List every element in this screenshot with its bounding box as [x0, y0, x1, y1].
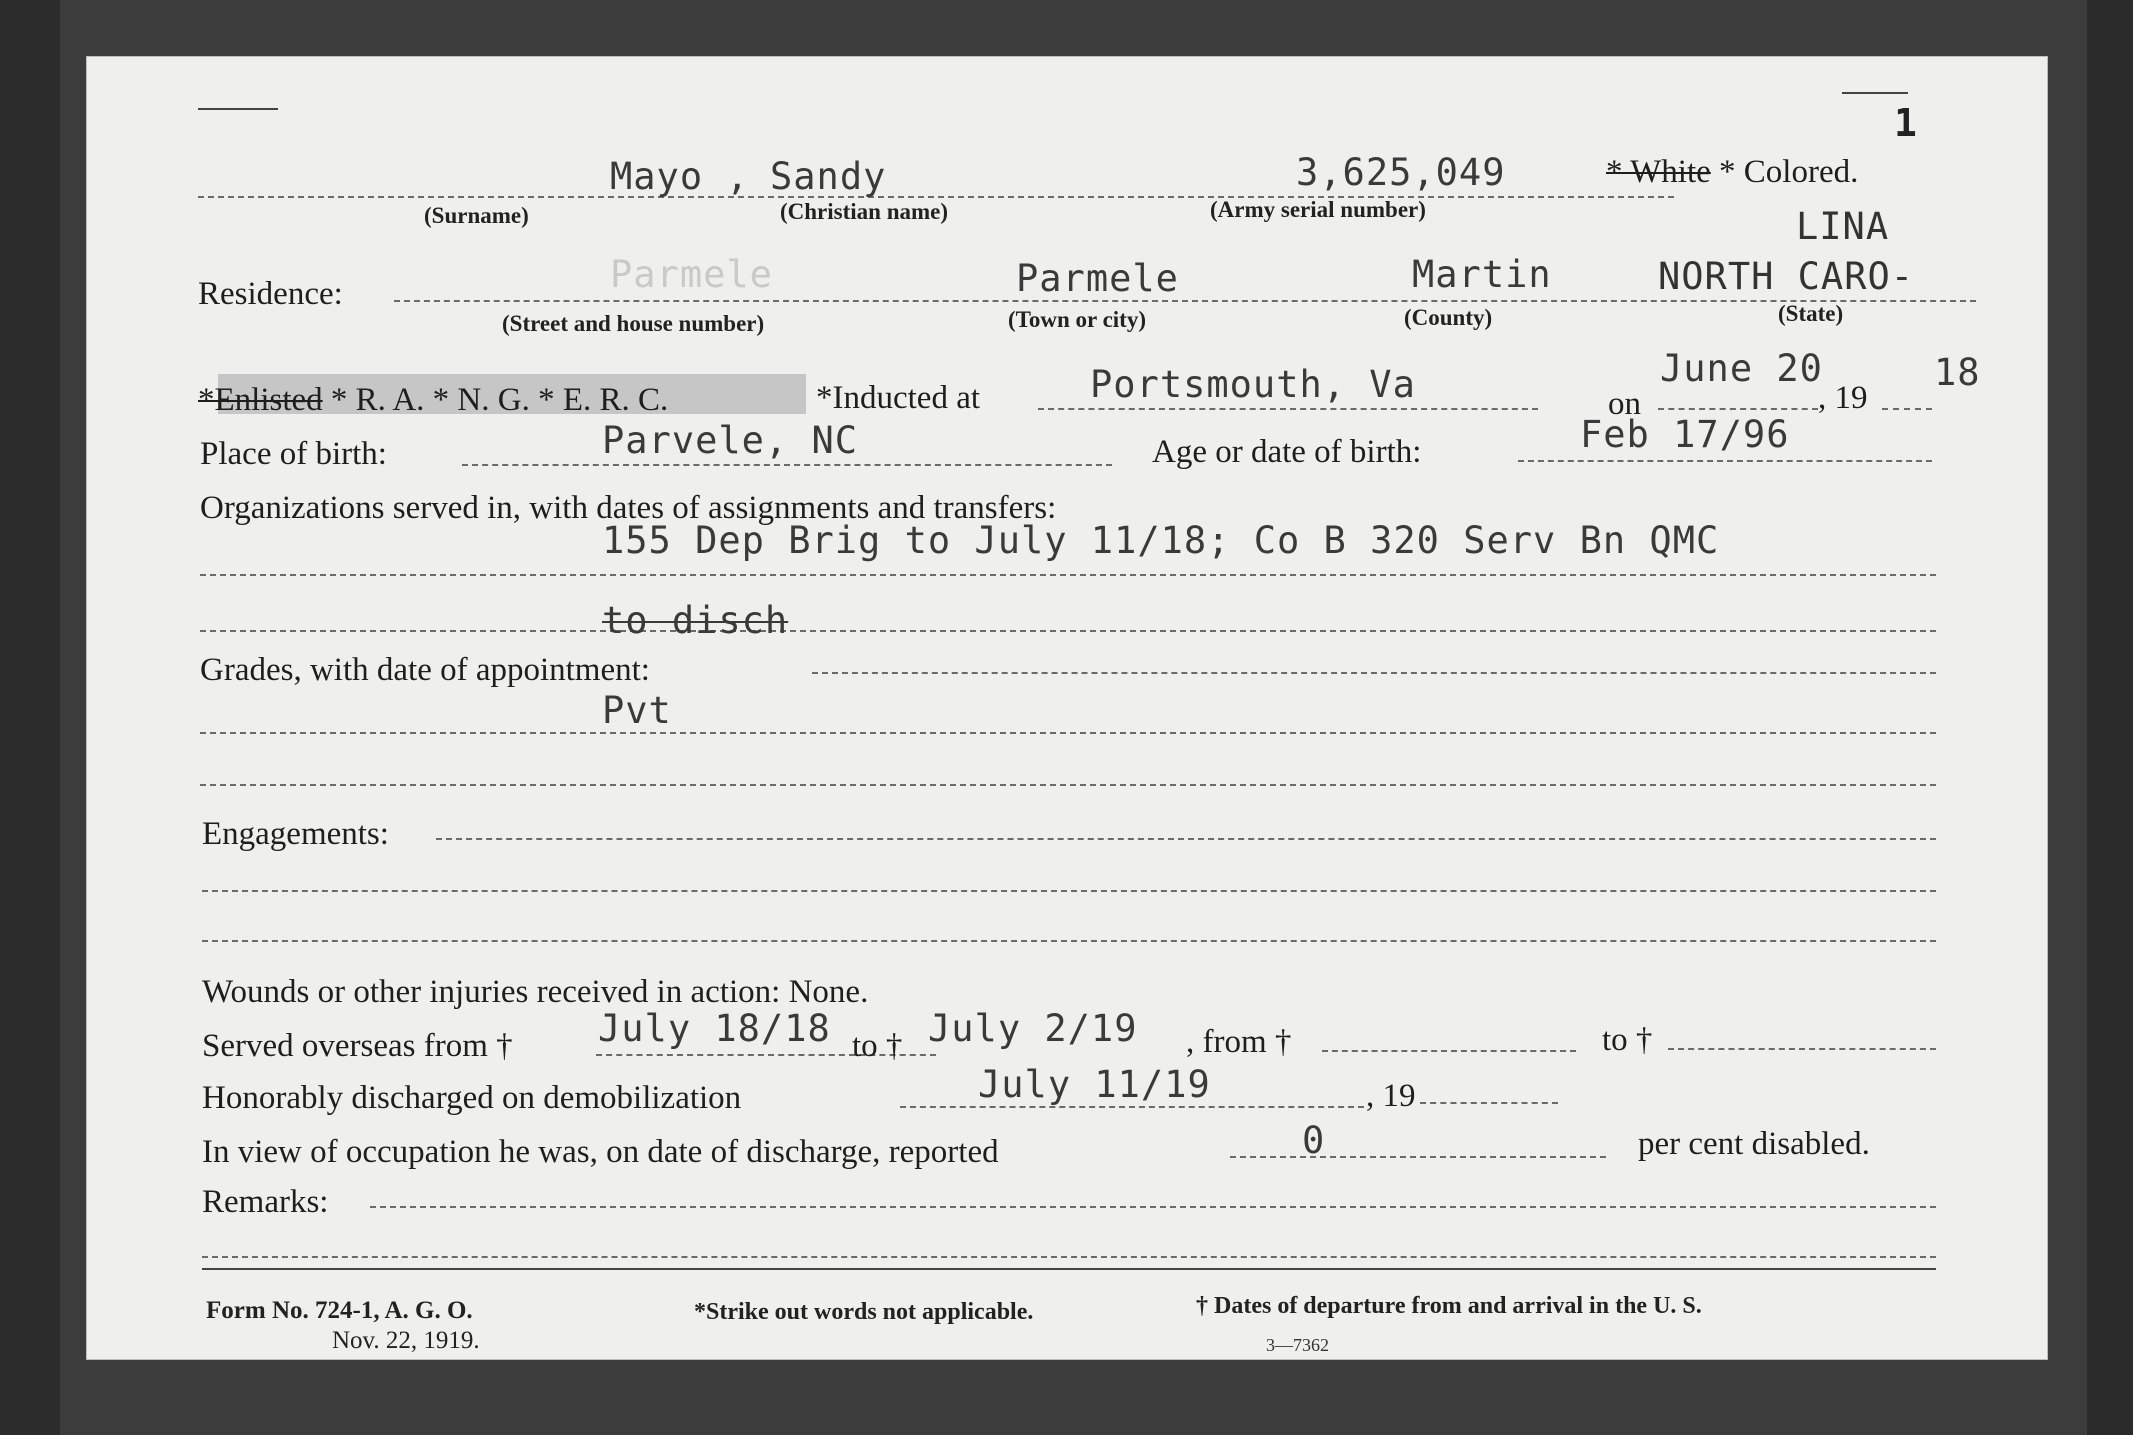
disability-line [1230, 1156, 1606, 1158]
year-line [1882, 408, 1932, 410]
remarks-line-1 [370, 1206, 1936, 1208]
county-value: Martin [1412, 253, 1552, 296]
grades-label: Grades, with date of appointment: [200, 652, 650, 688]
disability-value: 0 [1302, 1119, 1326, 1162]
scan-border-left [0, 0, 60, 1435]
discharge-year-label: , 19 [1366, 1078, 1416, 1114]
wounds-label: Wounds or other injuries received in action: None. [202, 974, 869, 1010]
inducted-place-value: Portsmouth, Va [1090, 363, 1416, 406]
age-value: Feb 17/96 [1580, 413, 1790, 456]
organizations-value-1: 155 Dep Brig to July 11/18; Co B 320 Serv Bn QMC [602, 519, 1720, 562]
place-of-birth-label: Place of birth: [200, 436, 387, 472]
overseas-from-label: Served overseas from † [202, 1028, 513, 1064]
engagements-line-2 [202, 890, 1936, 892]
organizations-line-2 [200, 630, 1936, 632]
race-colored: Colored. [1743, 154, 1859, 190]
print-code: 3—7362 [1266, 1335, 1329, 1355]
name-comma: , [726, 155, 750, 198]
disability-label: In view of occupation he was, on date of discharge, reported [202, 1134, 999, 1170]
surname-value: Mayo [610, 155, 704, 198]
on-label: on [1608, 386, 1641, 422]
town-value: Parmele [1016, 257, 1179, 300]
place-of-birth-line [462, 464, 1112, 466]
inducted-date-line [1658, 408, 1818, 410]
christian-name-value: Sandy [770, 155, 887, 198]
form-date: Nov. 22, 1919. [332, 1327, 480, 1354]
inducted-place-line [1038, 408, 1538, 410]
residence-label: Residence: [198, 276, 343, 312]
town-caption: (Town or city) [1008, 307, 1146, 332]
discharge-year-line [1420, 1102, 1558, 1104]
street-caption: (Street and house number) [502, 311, 765, 336]
year-prefix: , 19 [1818, 380, 1868, 416]
engagements-line-1 [436, 838, 1936, 840]
organizations-label: Organizations served in, with dates of assignments and transfers: [200, 490, 1057, 526]
serial-number-value: 3,625,049 [1296, 151, 1506, 194]
grades-line-3 [200, 784, 1936, 786]
place-of-birth-value: Parvele, NC [602, 419, 859, 462]
state-value-line2: NORTH CARO- [1658, 255, 1915, 298]
residence-line [394, 300, 1976, 302]
race-white: * White [1606, 154, 1711, 190]
surname-caption: (Surname) [424, 203, 529, 228]
overseas-to2-line [1668, 1048, 1936, 1050]
overseas-to-label: to † [852, 1028, 903, 1064]
age-label: Age or date of birth: [1152, 434, 1422, 470]
strike-note: *Strike out words not applicable. [694, 1299, 1034, 1325]
inducted-label: *Inducted at [816, 380, 981, 416]
overseas-from2-label: , from † [1186, 1024, 1292, 1060]
inducted-date-value: June 20 [1660, 347, 1823, 390]
top-left-rule [198, 108, 278, 110]
service-record-card [86, 56, 2048, 1360]
christian-name-caption: (Christian name) [780, 199, 949, 224]
footer-rule [202, 1268, 1936, 1270]
engagements-line-3 [202, 940, 1936, 942]
organizations-value-2: to disch [602, 599, 789, 642]
enlisted-struck: *Enlisted [198, 382, 323, 418]
grades-line-1 [812, 672, 1936, 674]
scan-border-right [2087, 0, 2133, 1435]
organizations-line-1 [200, 574, 1936, 576]
street-faint-text: Parmele [610, 253, 773, 296]
enlisted-options [198, 384, 668, 417]
discharge-line [900, 1106, 1364, 1108]
top-right-rule [1842, 92, 1908, 94]
age-line [1518, 460, 1932, 462]
discharge-date-value: July 11/19 [978, 1063, 1211, 1106]
overseas-to-value: July 2/19 [928, 1007, 1138, 1050]
year-value: 18 [1934, 351, 1981, 394]
grades-value: Pvt [602, 689, 672, 732]
state-caption: (State) [1778, 301, 1844, 326]
county-caption: (County) [1404, 305, 1493, 330]
disability-suffix: per cent disabled. [1638, 1126, 1870, 1162]
overseas-to2-label: to † [1602, 1022, 1653, 1058]
engagements-label: Engagements: [202, 816, 389, 852]
serial-number-caption: (Army serial number) [1210, 197, 1426, 222]
discharge-label: Honorably discharged on demobilization [202, 1080, 742, 1116]
remarks-label: Remarks: [202, 1184, 329, 1220]
form-number: Form No. 724-1, A. G. O. [206, 1297, 473, 1324]
dates-note: † Dates of departure from and arrival in the U. S. [1196, 1293, 1702, 1319]
race-white-label [1606, 156, 1858, 189]
overseas-from2-line [1322, 1050, 1576, 1052]
overseas-from-value: July 18/18 [598, 1007, 831, 1050]
race-separator: * [1719, 154, 1736, 190]
name-line [198, 196, 1674, 198]
ra-ng-erc: * R. A. * N. G. * E. R. C. [330, 382, 669, 418]
remarks-line-2 [202, 1256, 1936, 1258]
grades-line-2 [200, 732, 1936, 734]
state-value-line1: LINA [1796, 205, 1890, 248]
card-number: 1 [1894, 101, 1918, 145]
